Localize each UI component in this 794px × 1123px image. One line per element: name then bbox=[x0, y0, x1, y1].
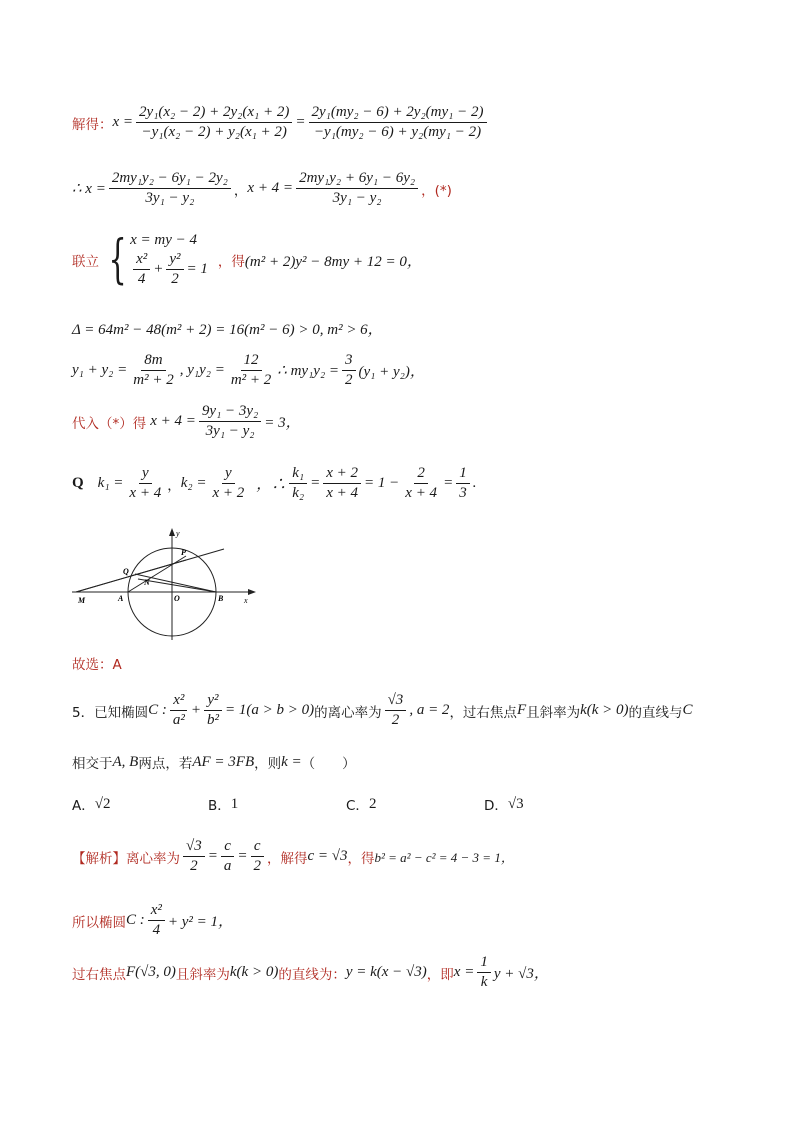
ellipse-figure bbox=[66, 522, 266, 642]
option-d[interactable]: D． √3 bbox=[484, 795, 524, 814]
label-y: y bbox=[176, 529, 180, 538]
line-eq-line: 过右焦点 F(√3, 0) 且斜率为 k(k > 0) 的直线为： y = k(x − √3) ，即 x = $\frac{1}{k}$ y + √3， bbox=[72, 954, 549, 991]
solve-fraction-2: $\frac{\text{2y₁(my₂ − 6) + 2y₂(my₁ − 2)}}{\text{−y₁(my₂ − 6) + y₂(my₁ − 2)}}$ bbox=[309, 104, 487, 142]
option-a[interactable]: A． √2 bbox=[72, 795, 111, 814]
star-tag: ，(*) bbox=[421, 182, 452, 199]
therefore-fraction-2: $\frac{\text{2my₁y₂ + 6y₁ − 6y₂}}{\text{3y₁ − y₂}}$ bbox=[296, 170, 418, 208]
label-a: A bbox=[118, 594, 124, 603]
system-line: 联立 { x = my − 4 $\frac{\text{x²}}{4}$ + $\frac{\text{y²}}{2}$ = 1 ，得 (m² + 2)y² − 8my + 12 = 0， bbox=[72, 230, 422, 291]
analysis-line: 【解析】 离心率为 $\frac{√3}{2}$ = $\frac{c}{a}$ = $\frac{c}{2}$ ，解得 c = √3 ，得 b² = a² − c² = 4 − 3 = 1， bbox=[72, 838, 514, 875]
option-c[interactable]: C． 2 bbox=[346, 795, 377, 814]
label-b: B bbox=[218, 594, 224, 603]
x-axis-arrow bbox=[248, 589, 256, 595]
label-x: x bbox=[244, 596, 248, 605]
line-mq bbox=[76, 560, 186, 592]
therefore-fraction-1: $\frac{\text{2my₁y₂ − 6y₁ − 2y₂}}{\text{3y₁ − y₂}}$ bbox=[109, 170, 231, 208]
equation-system bbox=[101, 232, 208, 289]
label-m: M bbox=[78, 596, 86, 605]
solve-fraction-1: $\frac{\text{2y₁(x₂ − 2) + 2y₂(x₁ + 2)}}{\text{−y₁(x₂ − 2) + y₂(x₁ + 2)}}$ bbox=[136, 104, 292, 142]
label-n: N bbox=[144, 578, 150, 587]
delta-text: Δ = 64m² − 48(m² + 2) = 16(m² − 6) > 0, m² > 6， bbox=[72, 322, 383, 338]
system-result: (m² + 2)y² − 8my + 12 = 0， bbox=[244, 253, 422, 270]
slope-line: Q k₁ = $\frac{y}{x + 4}$ ， k₂ = $\frac{y}{x + 2}$ ，∴ $\frac{\text{k₁}}{\text{k₂}}$ = $\frac{x + 2}{x + 4}$ = 1 − $\frac{2}{x + 4}$ = $\frac{1}{3}$ . bbox=[72, 465, 477, 502]
answer-text: 故选：A bbox=[72, 657, 122, 673]
therefore-line: ∴ x = $\frac{\text{2my₁y₂ − 6y₁ − 2y₂}}{\text{3y₁ − y₂}}$ ， x + 4 = $\frac{\text{2my₁y₂ + 6y₁ − 6y₂}}{\text{3y₁ − y₂}}$ ，(*) bbox=[72, 170, 452, 207]
options-row bbox=[0, 794, 794, 816]
label-p: P bbox=[181, 548, 186, 557]
solve-lhs: x = bbox=[112, 114, 134, 131]
option-b[interactable]: B． 1 bbox=[208, 795, 239, 814]
problem5-line2: 相交于 A, B 两点，若 AF = 3FB ，则 k = （ ） bbox=[72, 753, 356, 772]
ellipse-eq-line: 所以椭圆 C : $\frac{\text{x²}}{4}$ + y² = 1， bbox=[72, 902, 234, 939]
answer-line bbox=[72, 653, 122, 673]
solve-line: 解得： x = $\frac{\text{2y₁(x₂ − 2) + 2y₂(x₁ + 2)}}{\text{−y₁(x₂ − 2) + y₂(x₁ + 2)}}$ = $\frac{\text{2y₁(my₂ − 6) + 2y₂(my₁ − 2)}}{\text{−y₁(my₂ − 6) + y₂(my₁ − 2)}}$ bbox=[72, 104, 490, 142]
problem5-line1: 5．已知椭圆 C : $\frac{\text{x²}}{\text{a²}}$ + $\frac{\text{y²}}{\text{b²}}$ = 1(a > b > 0) 的离心率为 $\frac{√3}{2}$ , a = 2 ，过右焦点 F 且斜率为 k(k > 0) 的直线与 C bbox=[72, 692, 693, 729]
y-axis-arrow bbox=[169, 528, 175, 536]
problem5-number: 5．已知椭圆 bbox=[72, 704, 149, 721]
system-row-2: $\frac{\text{x²}}{4}$ + $\frac{\text{y²}}{2}$ = 1 bbox=[130, 251, 208, 289]
label-o: O bbox=[174, 594, 180, 603]
brace-symbol: { bbox=[108, 230, 127, 291]
system-row-1: x = my − 4 bbox=[130, 232, 197, 248]
substitute-line: 代入（*）得 x + 4 = $\frac{\text{9y₁ − 3y₂}}{\text{3y₁ − y₂}}$ = 3， bbox=[72, 403, 301, 440]
analysis-tag: 【解析】 bbox=[72, 850, 126, 867]
vector-condition: AF = 3FB bbox=[192, 753, 255, 770]
vieta-line: y₁ + y₂ = $\frac{8m}{\text{m² + 2}}$ , y₁y₂ = $\frac{12}{\text{m² + 2}}$ ∴ my₁y₂ = $\frac{3}{2}$ (y₁ + y₂)， bbox=[72, 352, 425, 389]
therefore-prefix: ∴ x = bbox=[72, 181, 106, 198]
solve-label: 解得： bbox=[72, 116, 113, 133]
system-label: 联立 bbox=[72, 254, 99, 271]
label-q: Q bbox=[123, 567, 129, 576]
delta-line bbox=[72, 318, 383, 339]
